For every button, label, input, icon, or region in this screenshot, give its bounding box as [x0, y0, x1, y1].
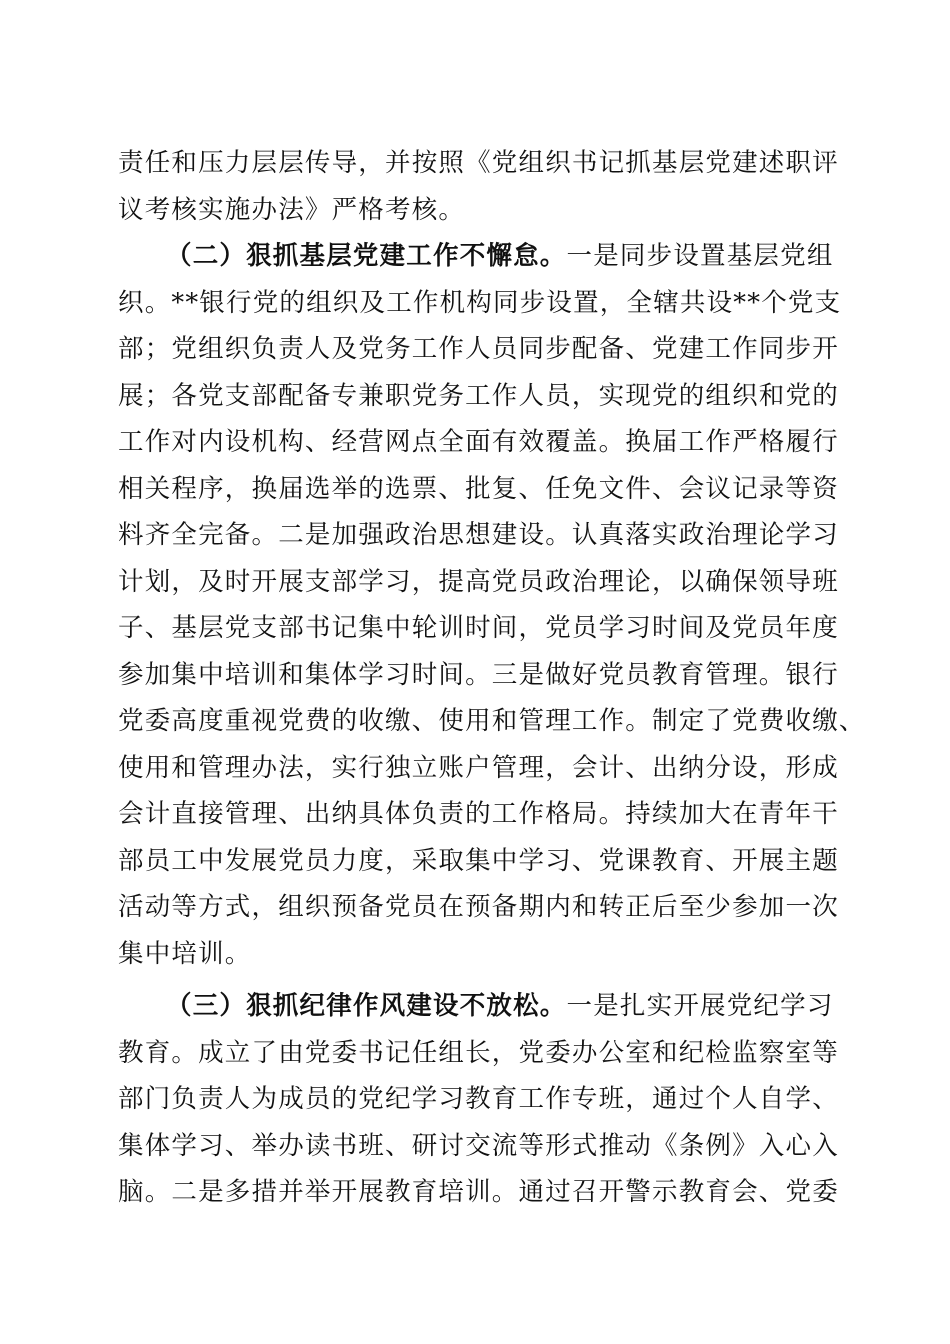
text-line: 部；党组织负责人及党务工作人员同步配备、党建工作同步开: [118, 334, 839, 364]
text-line: 相关程序，换届选举的选票、批复、任免文件、会议记录等资: [118, 473, 839, 504]
text-run: 一是同步设置基层党组: [566, 241, 834, 271]
text-line: 会计直接管理、出纳具体负责的工作格局。持续加大在青年干: [118, 799, 839, 829]
text-line: 责任和压力层层传导，并按照《党组织书记抓基层党建述职评: [118, 148, 839, 178]
text-line: 部门负责人为成员的党纪学习教育工作专班，通过个人自学、: [118, 1084, 839, 1114]
text-line: 使用和管理办法，实行独立账户管理，会计、出纳分设，形成: [118, 752, 839, 783]
paragraph-first-line: [118, 983, 838, 1030]
paragraph-section-3: [118, 983, 838, 1216]
section-heading: （三）狠抓纪律作风建设不放松。: [166, 991, 567, 1021]
text-line: 工作对内设机构、经营网点全面有效覆盖。换届工作严格履行: [118, 427, 839, 457]
text-run: 一是扎实开展党纪学习: [566, 991, 834, 1021]
text-line: 展；各党支部配备专兼职党务工作人员，实现党的组织和党的: [118, 380, 839, 411]
text-line: 脑。二是多措并举开展教育培训。通过召开警示教育会、党委: [118, 1177, 839, 1207]
text-line: 教育。成立了由党委书记任组长，党委办公室和纪检监察室等: [118, 1037, 839, 1068]
text-line: 议考核实施办法》严格考核。: [118, 194, 466, 225]
paragraph-continuation: [118, 140, 838, 233]
text-line: 织。**银行党的组织及工作机构同步设置，全辖共设**个党支: [118, 287, 842, 318]
text-line: 子、基层党支部书记集中轮训时间，党员学习时间及党员年度: [118, 613, 839, 643]
text-line: 料齐全完备。二是加强政治思想建设。认真落实政治理论学习: [118, 520, 839, 550]
document-body: [118, 140, 866, 1216]
text-line: 参加集中培训和集体学习时间。三是做好党员教育管理。银行: [118, 659, 839, 690]
text-line: 集体学习、举办读书班、研讨交流等形式推动《条例》入心入: [118, 1130, 839, 1161]
text-line: 集中培训。: [118, 938, 252, 969]
text-line: 党委高度重视党费的收缴、使用和管理工作。制定了党费收缴、: [118, 706, 866, 736]
paragraph-first-line: [118, 233, 838, 280]
section-heading: （二）狠抓基层党建工作不懈怠。: [166, 241, 567, 271]
paragraph-section-2: [118, 233, 866, 977]
text-line: 部员工中发展党员力度，采取集中学习、党课教育、开展主题: [118, 845, 839, 876]
text-line: 计划，及时开展支部学习，提高党员政治理论，以确保领导班: [118, 566, 839, 597]
text-line: 活动等方式，组织预备党员在预备期内和转正后至少参加一次: [118, 892, 839, 922]
